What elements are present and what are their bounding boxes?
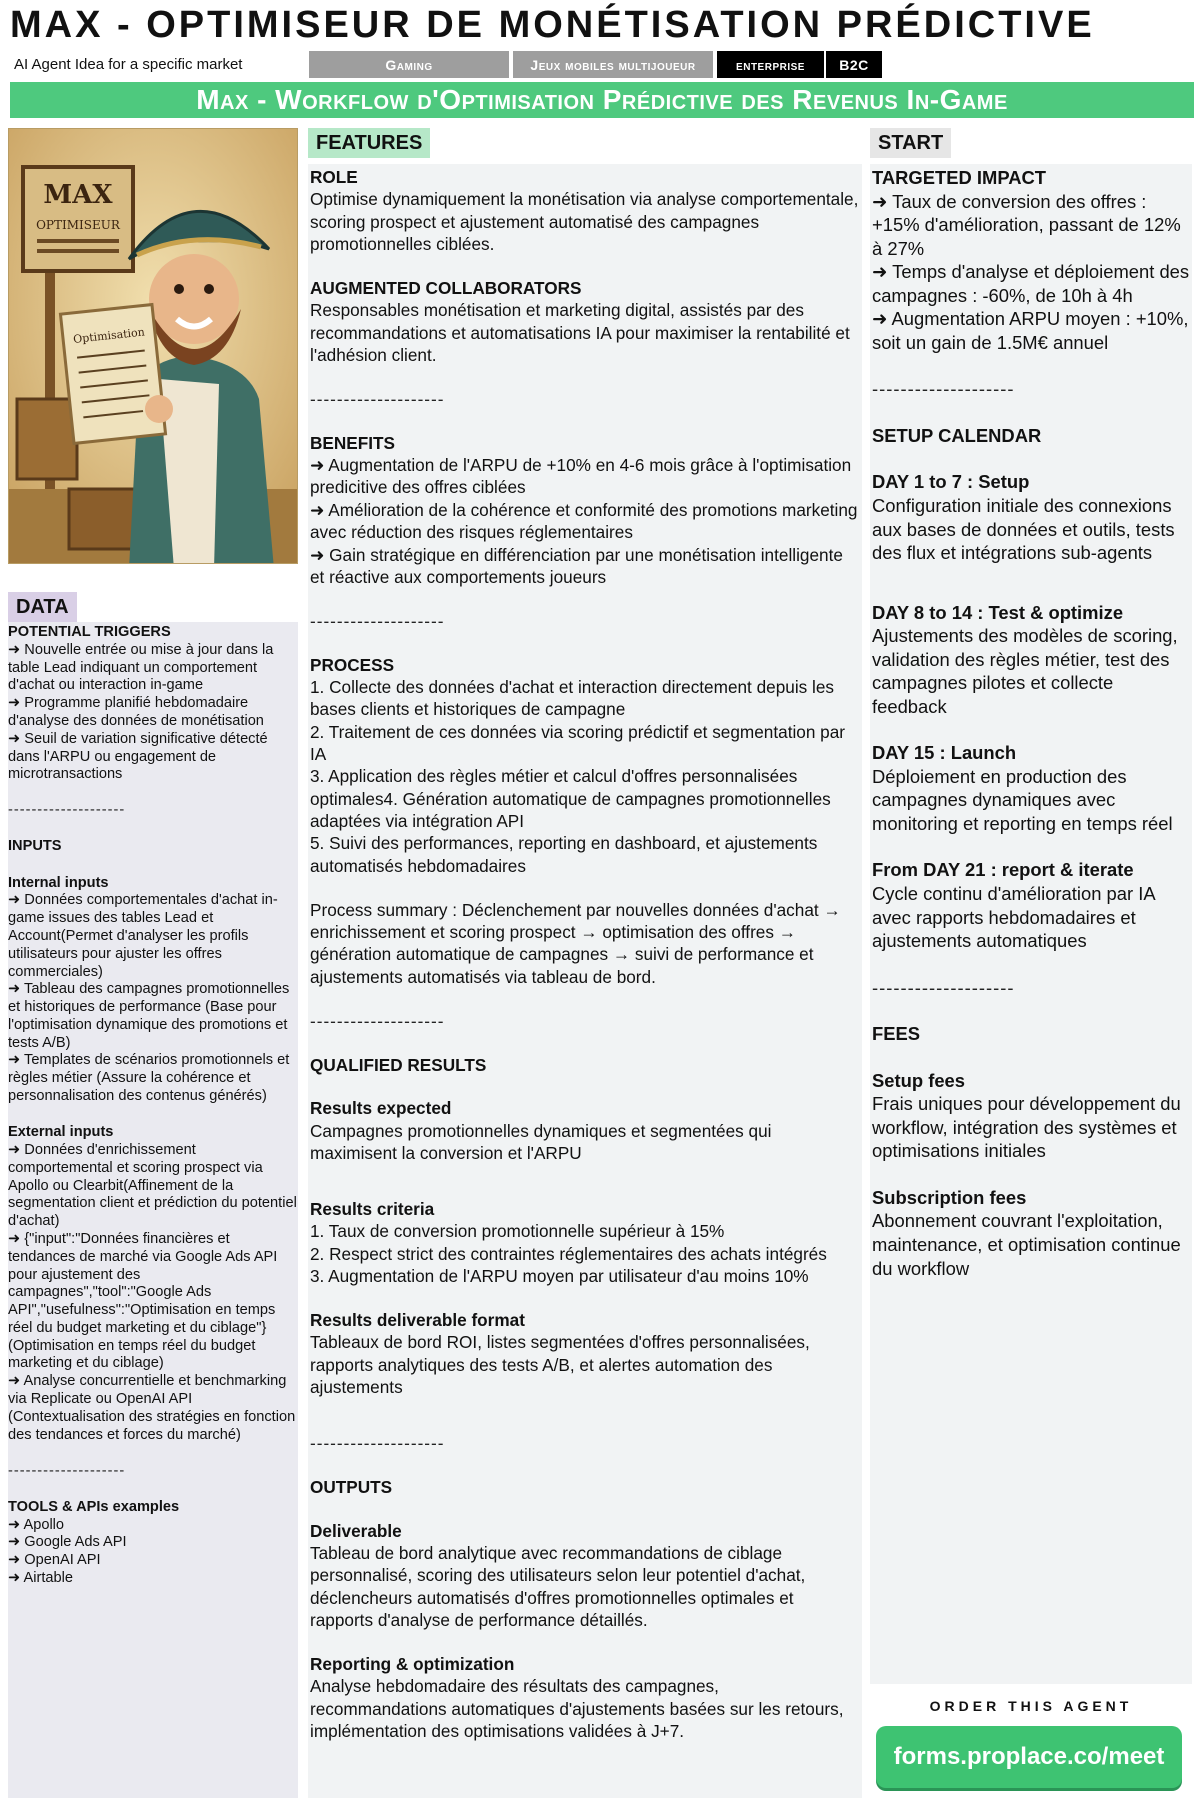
reporting-heading: Reporting & optimization [310, 1653, 515, 1674]
reporting-text: Analyse hebdomadaire des résultats des campagnes, recommandations automatiques d'ajustements basées sur les retours, implémentation des optimisations validées à J+7. [310, 1676, 844, 1741]
section-features-tag: FEATURES [308, 128, 430, 158]
tag-enterprise: enterprise [717, 51, 824, 78]
scroll-text: Optimisation [72, 325, 146, 346]
section-data-tag: DATA [8, 592, 77, 622]
qualified-results-heading: QUALIFIED RESULTS [310, 1054, 487, 1075]
section-start-tag: START [870, 128, 951, 158]
divider: -------------------- [310, 1010, 445, 1031]
role-heading: ROLE [310, 167, 358, 187]
criteria-item: 2. Respect strict des contraintes réglementaires des achats intégrés [310, 1243, 827, 1264]
impact-item: ➜ Taux de conversion des offres : +15% d'amélioration, passant de 12% à 27% [872, 190, 1181, 259]
day21-text: Cycle continu d'amélioration par IA avec rapports hebdomadaires et ajustements automatiques [872, 883, 1155, 952]
deliverable-text: Tableau de bord analytique avec recommandations de ciblage personnalisé, scoring des utilisateurs selon leur potentiel d'achat, déclencheurs automatisés d'offres promotionnelles optimales et rapports d'analyse de performance détaillés. [310, 1542, 806, 1631]
tool-item: ➜ Airtable [8, 1569, 73, 1586]
deliverable-heading: Deliverable [310, 1520, 402, 1541]
benefits-heading: BENEFITS [310, 432, 395, 453]
collaborators-text: Responsables monétisation et marketing digital, assistés par des recommandations et automatisations IA pour maximiser la rentabilité et l'adhésion client. [310, 300, 850, 366]
benefit-item: ➜ Gain stratégique en différenciation par une monétisation intelligente et réactive aux comportements joueurs [310, 544, 843, 587]
collaborators-heading: AUGMENTED COLLABORATORS [310, 277, 582, 298]
trigger-item: ➜ Seuil de variation significative détecté dans l'ARPU ou engagement de microtransactions [8, 730, 268, 783]
inputs-heading: INPUTS [8, 838, 62, 855]
impact-item: ➜ Temps d'analyse et déploiement des campagnes : -60%, de 10h à 4h [872, 261, 1190, 306]
deliverable-format-heading: Results deliverable format [310, 1309, 525, 1330]
process-step: 3. Application des règles métier et calcul d'offres personnalisées optimales4. Génération automatique de campagnes promotionnelles adaptées via intégration API [310, 766, 831, 832]
outputs-heading: OUTPUTS [310, 1476, 393, 1497]
divider: -------------------- [8, 1462, 126, 1479]
trigger-item: ➜ Programme planifié hebdomadaire d'analyse des données de monétisation [8, 695, 264, 729]
divider: -------------------- [310, 388, 445, 409]
internal-input-item: ➜ Templates de scénarios promotionnels et règles métier (Assure la cohérence et personnalisation des contenus générés) [8, 1052, 290, 1105]
external-inputs-heading: External inputs [8, 1124, 114, 1141]
process-step: 1. Collecte des données d'achat et interaction directement depuis les bases clients et historiques de campagne [310, 676, 835, 720]
divider: -------------------- [310, 1432, 445, 1453]
process-heading: PROCESS [310, 654, 395, 675]
day15-text: Déploiement en production des campagnes dynamiques avec monitoring et reporting en temps réel [872, 765, 1173, 834]
impact-item: ➜ Augmentation ARPU moyen : +10%, soit un gain de 1.5M€ annuel [872, 308, 1189, 353]
day15-heading: DAY 15 : Launch [872, 742, 1017, 764]
internal-input-item: ➜ Tableau des campagnes promotionnelles et historiques de performance (Base pour l'optimisation dynamique des promotions et tests A/B) [8, 981, 290, 1051]
triggers-heading: POTENTIAL TRIGGERS [8, 624, 171, 640]
fees-heading: FEES [872, 1023, 921, 1045]
setup-fees-text: Frais uniques pour développement du workflow, intégration des systèmes et optimisations initiales [872, 1093, 1181, 1162]
day1-text: Configuration initiale des connexions aux bases de données et outils, tests des flux et intégrations sub-agents [872, 495, 1175, 564]
deliverable-format-text: Tableaux de bord ROI, listes segmentées d'offres personnalisées, rapports analytiques des tests A/B, et alertes automation des ajustements [310, 1332, 810, 1397]
day1-heading: DAY 1 to 7 : Setup [872, 471, 1030, 493]
day8-text: Ajustements des modèles de scoring, validation des règles métier, test des campagnes pilotes et collecte feedback [872, 625, 1178, 717]
order-link-button[interactable]: forms.proplace.co/meet [876, 1726, 1182, 1788]
workflow-banner: Max - Workflow d'Optimisation Prédictive des Revenus In-Game [10, 82, 1194, 118]
svg-text:OPTIMISEUR: OPTIMISEUR [36, 218, 120, 232]
divider: -------------------- [872, 378, 1015, 400]
tag-b2c: B2C [826, 51, 882, 78]
day8-heading: DAY 8 to 14 : Test & optimize [872, 601, 1124, 623]
tool-item: ➜ Google Ads API [8, 1534, 127, 1551]
benefit-item: ➜ Augmentation de l'ARPU de +10% en 4-6 mois grâce à l'optimisation predicitive des offres ciblées [310, 455, 852, 498]
tool-item: ➜ Apollo [8, 1516, 65, 1533]
divider: -------------------- [872, 976, 1015, 998]
pirate-illustration [9, 129, 298, 564]
process-step: 2. Traitement de ces données via scoring prédictif et segmentation par IA [310, 721, 846, 765]
subscription-fees-heading: Subscription fees [872, 1186, 1027, 1208]
results-expected-text: Campagnes promotionnelles dynamiques et segmentées qui maximisent la conversion et l'ARPU [310, 1120, 772, 1164]
tag-jeux-mobiles: Jeux mobiles multijoueur [513, 51, 713, 78]
results-expected-heading: Results expected [310, 1098, 452, 1119]
agent-portrait [8, 128, 298, 564]
internal-inputs-heading: Internal inputs [8, 874, 109, 891]
features-column [308, 164, 862, 1798]
divider: -------------------- [310, 610, 445, 631]
external-input-item: ➜ Données d'enrichissement comportemental et scoring prospect via Apollo ou Clearbit(Affinement de la segmentation client et prédiction du potentiel d'achat) [8, 1141, 297, 1230]
divider: -------------------- [8, 802, 126, 819]
criteria-item: 1. Taux de conversion promotionnelle supérieur à 15% [310, 1221, 725, 1242]
external-input-item: ➜ Analyse concurrentielle et benchmarking via Replicate ou OpenAI API (Contextualisation des stratégies en fonction des tendances et forces du marché) [8, 1373, 296, 1443]
setup-fees-heading: Setup fees [872, 1069, 966, 1091]
day21-heading: From DAY 21 : report & iterate [872, 859, 1134, 881]
criteria-item: 3. Augmentation de l'ARPU moyen par utilisateur d'au moins 10% [310, 1266, 809, 1287]
tools-heading: TOOLS & APIs examples [8, 1498, 180, 1515]
data-column [8, 622, 298, 1798]
trigger-item: ➜ Nouvelle entrée ou mise à jour dans la table Lead indiquant un comportement d'achat ou interaction in-game [8, 641, 274, 694]
start-column [870, 164, 1192, 1684]
tag-gaming: Gaming [309, 51, 509, 78]
page-title: MAX - OPTIMISEUR DE MONÉTISATION PRÉDICTIVE [10, 4, 1095, 46]
internal-input-item: ➜ Données comportementales d'achat in-game issues des tables Lead et Account(Permet d'analyser les profils utilisateurs pour ajuster les offres commerciales) [8, 892, 278, 980]
sign-max-text: MAX [43, 180, 113, 210]
setup-calendar-heading: SETUP CALENDAR [872, 424, 1042, 446]
process-summary: Process summary : Déclenchement par nouvelles données d'achat → enrichissement et scoring prospect → optimisation des offres → génération automatique de campagnes → suivi de performance et ajustements automatisés via tableau de bord. [310, 899, 841, 987]
results-criteria-heading: Results criteria [310, 1198, 435, 1219]
targeted-impact-heading: TARGETED IMPACT [872, 167, 1047, 188]
order-label: ORDER THIS AGENT [929, 1698, 1133, 1714]
process-step: 5. Suivi des performances, reporting en dashboard, et ajustements automatisés hebdomadaires [310, 833, 818, 876]
subscription-fees-text: Abonnement couvrant l'exploitation, maintenance, et optimisation continue du workflow [872, 1210, 1181, 1279]
benefit-item: ➜ Amélioration de la cohérence et conformité des promotions marketing avec réduction des risques réglementaires [310, 499, 858, 543]
tool-item: ➜ OpenAI API [8, 1552, 101, 1569]
page-subtitle: AI Agent Idea for a specific market [14, 56, 243, 73]
role-text: Optimise dynamiquement la monétisation via analyse comportementale, scoring prospect et ajustement automatisé des campagnes promotionnelles ciblées. [310, 189, 859, 255]
external-input-item: ➜ {"input":"Données financières et tendances de marché via Google Ads API pour ajustement des campagnes","tool":"Google Ads API","usefulness":"Optimisation en temps réel du budget marketing et du ciblage"} (Optimisation en temps réel du budget marketing et du ciblage) [8, 1230, 278, 1372]
